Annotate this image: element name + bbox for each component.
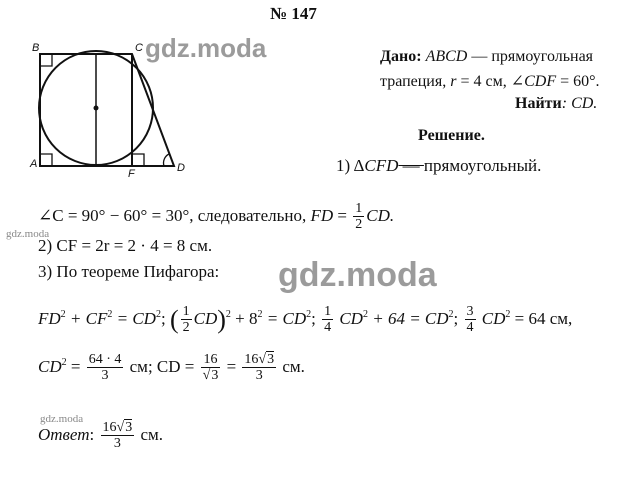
watermark-small-1: gdz.moda [6,228,50,240]
solution-heading: Решение. [418,127,485,144]
angle-line: ∠C = 90° − 60° = 30°, следовательно, FD = $\frac{1}{2}$ CD. [38,201,395,233]
step-2: 2) CF = 2r = 2 · 4 = 8 см. [38,236,213,255]
watermark-middle: gdz.moda [278,256,437,294]
given-line-2: трапеция, r = 4 см, ∠CDF = 60°. [380,73,600,90]
cd-result-line: $CD^2$ = $\frac{64 \cdot 4}{3}$ см; CD = $\frac{16}{√3}$ = $\frac{16√3}{3}$ см. [38,352,305,384]
right-angle-a [40,154,52,166]
label-a: A [30,158,38,170]
label-d: D [177,162,185,174]
watermark-top: gdz.moda [145,33,267,63]
right-angle-f [132,154,144,166]
problem-title: № 147 [270,4,317,23]
label-c: C [135,42,143,54]
right-angle-b [40,54,52,66]
step-3: 3) По теореме Пифагора: [38,262,220,281]
angle-d-arc [164,154,169,166]
watermark-small-2: gdz.moda [40,413,84,425]
trapezoid-figure [24,40,199,185]
step-1: 1) ΔCFD — прямоугольный. [336,156,542,175]
circle-center [94,106,99,111]
find-line: Найти: CD. [515,95,598,112]
pythagoras-line: $FD^2 + CF^2 = CD^2$; ( $\frac{1}{2}$ $CD)^2 + 8^2 = CD^2$; $\frac{1}{4}$ $CD^2 + 64 = CD^2$; $\frac{3}{4}$ $CD^2 = 64$ см, [38,304,573,336]
given-line-1: Дано: ABCD — прямоугольная [380,48,594,65]
answer-line: Ответ: $\frac{16√3}{3}$ см. [38,420,164,452]
label-f: F [128,168,135,180]
label-b: B [32,42,40,54]
